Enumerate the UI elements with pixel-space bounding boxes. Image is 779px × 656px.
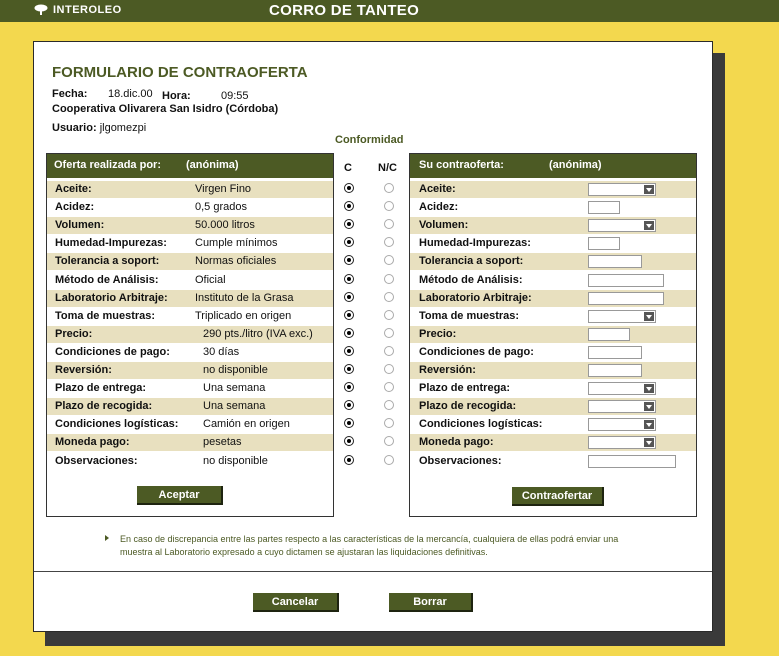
contraoferta-row-label: Volumen: — [419, 219, 469, 231]
dropdown-arrow-icon[interactable] — [644, 312, 654, 321]
dropdown-arrow-icon[interactable] — [644, 438, 654, 447]
contraoferta-row — [410, 235, 696, 252]
conformidad-c-radio[interactable] — [344, 274, 354, 284]
contraoferta-select[interactable] — [588, 219, 656, 232]
oferta-row-label: Humedad-Impurezas: — [55, 237, 167, 249]
conformidad-c-radio[interactable] — [344, 346, 354, 356]
dropdown-arrow-icon[interactable] — [644, 221, 654, 230]
conformidad-nc-radio[interactable] — [384, 310, 394, 320]
contraoferta-header — [410, 154, 696, 178]
contraoferta-row — [410, 416, 696, 433]
contraoferta-row — [410, 217, 696, 234]
oferta-row — [47, 362, 333, 379]
contraoferta-row — [410, 199, 696, 216]
contraoferta-row — [410, 434, 696, 451]
conformidad-c-radio[interactable] — [344, 201, 354, 211]
oferta-row-value: 50.000 litros — [195, 219, 255, 231]
contraoferta-input[interactable] — [588, 455, 676, 468]
conformidad-nc-radio[interactable] — [384, 436, 394, 446]
contraoferta-input[interactable] — [588, 364, 642, 377]
oferta-row-label: Reversión: — [55, 364, 112, 376]
oferta-row-value: Camión en origen — [203, 418, 290, 430]
fecha-label — [52, 88, 87, 100]
contraoferta-header-value: (anónima) — [549, 159, 602, 171]
contraoferta-row — [410, 272, 696, 289]
oferta-row-label: Plazo de recogida: — [55, 400, 153, 412]
contraoferta-row-label: Humedad-Impurezas: — [419, 237, 531, 249]
hora-label-text: Hora: — [162, 90, 191, 102]
oferta-row — [47, 344, 333, 361]
conformidad-nc-radio[interactable] — [384, 382, 394, 392]
contraoferta-select[interactable] — [588, 436, 656, 449]
contraoferta-row — [410, 326, 696, 343]
conformidad-c-radio[interactable] — [344, 455, 354, 465]
oferta-row — [47, 217, 333, 234]
oferta-header — [47, 154, 333, 178]
conformidad-nc-radio[interactable] — [384, 237, 394, 247]
oferta-row-value: no disponible — [203, 364, 268, 376]
c-column-header: C — [344, 162, 352, 174]
conformidad-nc-radio[interactable] — [384, 455, 394, 465]
logo-text: INTEROLEO — [53, 4, 122, 16]
dropdown-arrow-icon[interactable] — [644, 384, 654, 393]
oferta-row-label: Observaciones: — [55, 455, 138, 467]
conformidad-c-radio[interactable] — [344, 237, 354, 247]
conformidad-c-radio[interactable] — [344, 400, 354, 410]
conformidad-c-radio[interactable] — [344, 255, 354, 265]
oferta-row-label: Método de Análisis: — [55, 274, 159, 286]
contraoferta-input[interactable] — [588, 237, 620, 250]
conformidad-c-radio[interactable] — [344, 382, 354, 392]
contraoferta-row — [410, 308, 696, 325]
oferta-row — [47, 453, 333, 470]
oferta-row-value: Oficial — [195, 274, 226, 286]
oferta-row-label: Condiciones de pago: — [55, 346, 170, 358]
oferta-row — [47, 326, 333, 343]
conformidad-c-radio[interactable] — [344, 183, 354, 193]
olive-tree-icon — [34, 4, 48, 16]
oferta-row — [47, 398, 333, 415]
contraoferta-row-label: Reversión: — [419, 364, 476, 376]
oferta-row-label: Precio: — [55, 328, 93, 340]
conformidad-nc-radio[interactable] — [384, 346, 394, 356]
contraoferta-row-label: Tolerancia a soport: — [419, 255, 524, 267]
form-title: FORMULARIO DE CONTRAOFERTA — [52, 64, 308, 81]
contraoferta-input[interactable] — [588, 201, 620, 214]
contraoferta-row-label: Laboratorio Arbitraje: — [419, 292, 532, 304]
note-bullet-icon — [105, 535, 109, 541]
contraoferta-input[interactable] — [588, 346, 642, 359]
contraoferta-row — [410, 453, 696, 470]
oferta-row-label: Volumen: — [55, 219, 105, 231]
usuario-label: Usuario: — [52, 122, 97, 134]
conformidad-nc-radio[interactable] — [384, 183, 394, 193]
hora-value — [221, 90, 249, 102]
contraoferta-row-label: Plazo de entrega: — [419, 382, 511, 394]
aceptar-button[interactable]: Aceptar — [137, 486, 223, 505]
oferta-row-label: Aceite: — [55, 183, 92, 195]
contraoferta-input[interactable] — [588, 255, 642, 268]
oferta-row-label: Tolerancia a soport: — [55, 255, 160, 267]
fecha-label-text: Fecha: — [52, 88, 88, 100]
oferta-row-value: Normas oficiales — [195, 255, 277, 267]
oferta-row — [47, 199, 333, 216]
conformidad-c-radio[interactable] — [344, 292, 354, 302]
oferta-row-value: Una semana — [203, 400, 266, 412]
contraoferta-row — [410, 181, 696, 198]
contraoferta-row-label: Observaciones: — [419, 455, 502, 467]
oferta-row — [47, 308, 333, 325]
contraoferta-row-label: Condiciones de pago: — [419, 346, 534, 358]
contraofertar-button[interactable]: Contraofertar — [512, 487, 604, 506]
oferta-header-value: (anónima) — [186, 159, 239, 171]
conformidad-c-radio[interactable] — [344, 219, 354, 229]
conformidad-c-radio[interactable] — [344, 436, 354, 446]
contraoferta-row-label: Acidez: — [419, 201, 459, 213]
interoleo-logo — [34, 4, 122, 16]
dropdown-arrow-icon[interactable] — [644, 402, 654, 411]
contraoferta-row — [410, 344, 696, 361]
borrar-button[interactable]: Borrar — [389, 593, 473, 612]
conformidad-nc-radio[interactable] — [384, 255, 394, 265]
top-bar — [0, 0, 779, 22]
contraoferta-row-label: Precio: — [419, 328, 457, 340]
contraoferta-select[interactable] — [588, 310, 656, 323]
contraoferta-row-label: Método de Análisis: — [419, 274, 523, 286]
conformidad-c-radio[interactable] — [344, 328, 354, 338]
contraoferta-select[interactable] — [588, 418, 656, 431]
contraoferta-row-label: Aceite: — [419, 183, 456, 195]
oferta-row — [47, 235, 333, 252]
contraoferta-row-label: Plazo de recogida: — [419, 400, 517, 412]
oferta-row-value: no disponible — [203, 455, 268, 467]
contraoferta-input[interactable] — [588, 328, 630, 341]
nc-column-header: N/C — [378, 162, 397, 174]
oferta-row — [47, 434, 333, 451]
contraoferta-input[interactable] — [588, 274, 664, 287]
dropdown-arrow-icon[interactable] — [644, 185, 654, 194]
conformidad-title: Conformidad — [335, 134, 404, 146]
oferta-row — [47, 290, 333, 307]
oferta-row-label: Laboratorio Arbitraje: — [55, 292, 168, 304]
contraoferta-header-label: Su contraoferta: — [419, 159, 504, 171]
conformidad-nc-radio[interactable] — [384, 274, 394, 284]
contraoferta-row — [410, 290, 696, 307]
oferta-row-value: Instituto de la Grasa — [195, 292, 294, 304]
conformidad-nc-radio[interactable] — [384, 328, 394, 338]
oferta-row-label: Condiciones logísticas: — [55, 418, 179, 430]
oferta-row — [47, 181, 333, 198]
oferta-row-value: Cumple mínimos — [195, 237, 278, 249]
usuario — [52, 122, 146, 134]
contraoferta-select[interactable] — [588, 382, 656, 395]
oferta-row-label: Moneda pago: — [55, 436, 130, 448]
oferta-row-value: 0,5 grados — [195, 201, 247, 213]
footer-divider — [34, 571, 712, 572]
oferta-row-value: Virgen Fino — [195, 183, 252, 195]
fecha-value — [108, 88, 153, 100]
form-panel — [33, 41, 713, 632]
dropdown-arrow-icon[interactable] — [644, 420, 654, 429]
oferta-row — [47, 272, 333, 289]
hora-value-text: 09:55 — [221, 90, 249, 102]
usuario-value: jlgomezpi — [99, 122, 147, 134]
discrepancy-note: En caso de discrepancia entre las partes respecto a las características de la mercancía, cualquiera de ellas podrá enviar una muestra al Laboratorio expresado a cuyo dictamen se ajustaran las liquidaciones definitivas. — [120, 534, 619, 557]
conformidad-nc-radio[interactable] — [384, 292, 394, 302]
oferta-row — [47, 416, 333, 433]
conformidad-nc-radio[interactable] — [384, 201, 394, 211]
contraoferta-row-label: Moneda pago: — [419, 436, 494, 448]
conformidad-c-radio[interactable] — [344, 310, 354, 320]
cooperativa-name: Cooperativa Olivarera San Isidro (Córdoba) — [52, 103, 279, 115]
oferta-row-value: Una semana — [203, 382, 266, 394]
contraoferta-select[interactable] — [588, 400, 656, 413]
oferta-row-value: pesetas — [203, 436, 242, 448]
contraoferta-row-label: Condiciones logísticas: — [419, 418, 543, 430]
oferta-row-value: Triplicado en origen — [195, 310, 292, 322]
fecha-value-text: 18.dic.00 — [108, 88, 153, 100]
oferta-row — [47, 380, 333, 397]
oferta-row-value: 290 pts./litro (IVA exc.) — [203, 328, 313, 340]
oferta-row — [47, 253, 333, 270]
oferta-row-label: Acidez: — [55, 201, 95, 213]
contraoferta-row — [410, 398, 696, 415]
oferta-row-label: Plazo de entrega: — [55, 382, 147, 394]
oferta-box — [46, 153, 334, 517]
conformidad-c-radio[interactable] — [344, 364, 354, 374]
conformidad-nc-radio[interactable] — [384, 364, 394, 374]
cancelar-button[interactable]: Cancelar — [253, 593, 339, 612]
conformidad-c-radio[interactable] — [344, 418, 354, 428]
contraoferta-row — [410, 362, 696, 379]
contraoferta-row — [410, 380, 696, 397]
contraoferta-select[interactable] — [588, 183, 656, 196]
contraoferta-row-label: Toma de muestras: — [419, 310, 520, 322]
contraoferta-box — [409, 153, 697, 517]
conformidad-nc-radio[interactable] — [384, 400, 394, 410]
oferta-row-value: 30 días — [203, 346, 240, 358]
contraoferta-input[interactable] — [588, 292, 664, 305]
app-title: CORRO DE TANTEO — [269, 2, 420, 19]
hora-label — [162, 90, 191, 102]
oferta-header-label: Oferta realizada por: — [54, 159, 161, 171]
conformidad-nc-radio[interactable] — [384, 219, 394, 229]
oferta-row-label: Toma de muestras: — [55, 310, 156, 322]
contraoferta-row — [410, 253, 696, 270]
conformidad-nc-radio[interactable] — [384, 418, 394, 428]
